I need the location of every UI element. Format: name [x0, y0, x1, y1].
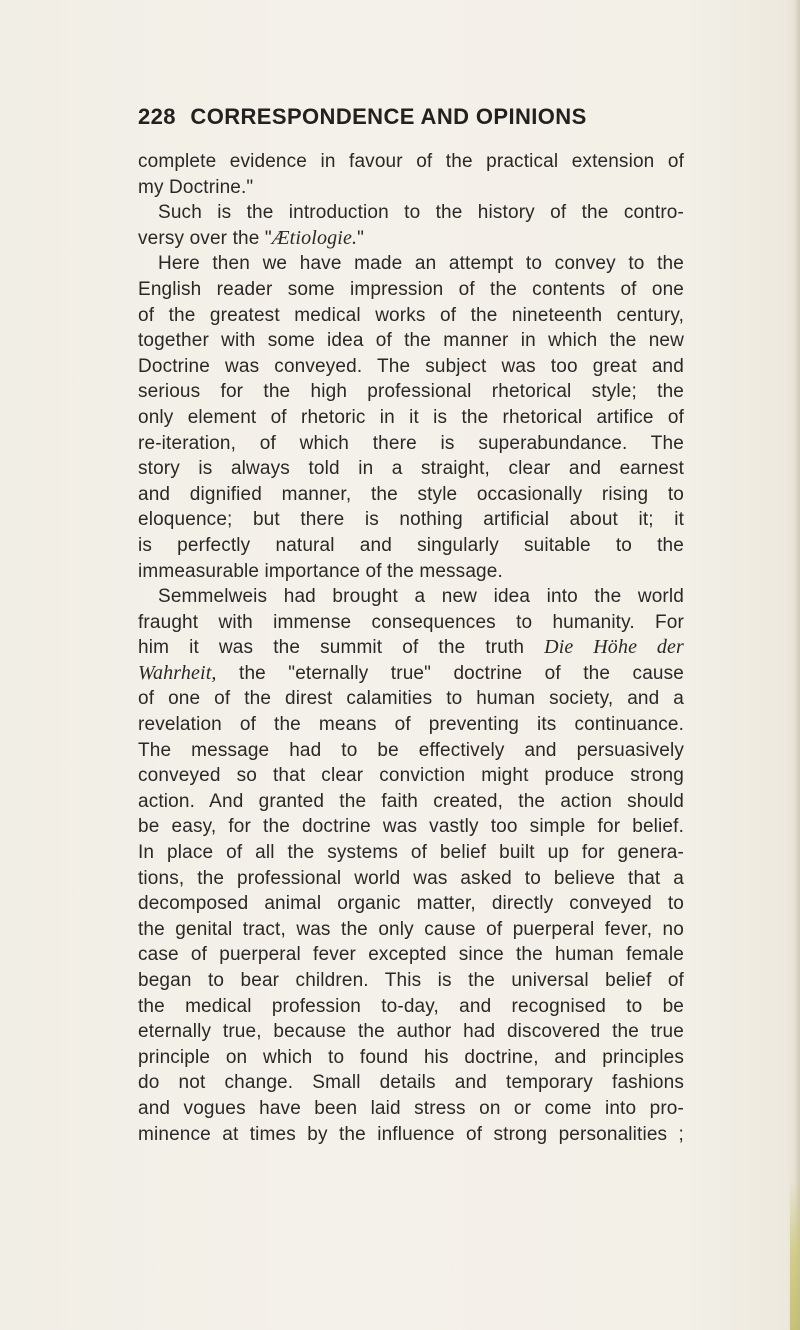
text-line: and vogues have been laid stress on or come into pro- [138, 1097, 684, 1119]
text-line: decomposed animal organic matter, directly conveyed to [138, 893, 684, 915]
text-line: immeasurable importance of the message. [138, 560, 503, 582]
text-line: of one of the direst calamities to human society, and a [138, 688, 684, 710]
text-line: began to bear children. This is the universal belief of [138, 970, 684, 991]
text-line: serious for the high professional rhetorical style; the [138, 381, 684, 403]
text-line: story is always told in a straight, clear and earnest [138, 458, 684, 480]
text-line: complete evidence in favour of the practical extension of [138, 151, 684, 172]
text-line: together with some idea of the manner in which the new [138, 330, 684, 352]
text-fragment: " [357, 227, 365, 249]
page-edge-shadow [786, 0, 800, 1330]
text-line [138, 661, 684, 687]
chapter-title: CORRESPONDENCE AND OPINIONS [190, 104, 587, 129]
italic-title-aetiologie: Ætiologie. [271, 226, 358, 249]
text-line: Doctrine was conveyed. The subject was too great and [138, 355, 684, 377]
text-fragment: him it was the summit of the truth [138, 637, 545, 659]
text-line: English reader some impression of the contents of one [138, 278, 684, 300]
text-line [138, 635, 684, 661]
text-line: principle on which to found his doctrine, and principles [138, 1046, 684, 1068]
text-line: do not change. Small details and temporary fashions [138, 1072, 684, 1094]
page-edge-stain [790, 1180, 800, 1330]
text-line: The message had to be effectively and persuasively [138, 739, 684, 761]
text-line: the genital tract, was the only cause of puerperal fever, no [138, 918, 684, 940]
text-line: and dignified manner, the style occasionally rising to [138, 483, 684, 505]
text-line: be easy, for the doctrine was vastly too simple for belief. [138, 816, 684, 838]
text-line: action. And granted the faith created, the action should [138, 790, 684, 812]
text-line: conveyed so that clear conviction might produce strong [138, 765, 684, 787]
text-line: my Doctrine." [138, 176, 254, 198]
text-line: only element of rhetoric in it is the rhetorical artifice of [138, 406, 684, 428]
italic-phrase-die-hohe-der: Die Höhe der [544, 636, 684, 659]
text-line: is perfectly natural and singularly suitable to the [138, 534, 684, 556]
italic-phrase-wahrheit: Wahrheit, [138, 661, 217, 684]
text-fragment: versy over the " [138, 227, 272, 249]
text-line: of the greatest medical works of the nineteenth century, [138, 304, 684, 326]
text-line: Here then we have made an attempt to convey to the [158, 253, 684, 275]
body-text [138, 149, 684, 1147]
text-line: minence at times by the influence of strong personalities ; [138, 1123, 684, 1145]
text-line: Semmelweis had brought a new idea into the world [158, 586, 684, 608]
text-line: eloquence; but there is nothing artificial about it; it [138, 509, 684, 531]
text-line: re-iteration, of which there is superabundance. The [138, 432, 684, 454]
running-header [138, 104, 587, 130]
text-fragment: the "eternally true" doctrine of the cause [216, 662, 684, 684]
text-line: the medical profession to-day, and recognised to be [138, 995, 684, 1017]
text-line: tions, the professional world was asked to believe that a [138, 867, 684, 889]
text-line: In place of all the systems of belief built up for genera- [138, 842, 684, 864]
text-line [138, 226, 684, 252]
text-line: Such is the introduction to the history of the contro- [158, 202, 684, 224]
text-line: case of puerperal fever excepted since the human female [138, 944, 684, 966]
text-line: revelation of the means of preventing its continuance. [138, 714, 684, 736]
text-line: eternally true, because the author had discovered the true [138, 1021, 684, 1043]
text-line: fraught with immense consequences to humanity. For [138, 611, 684, 633]
page-number: 228 [138, 104, 176, 129]
